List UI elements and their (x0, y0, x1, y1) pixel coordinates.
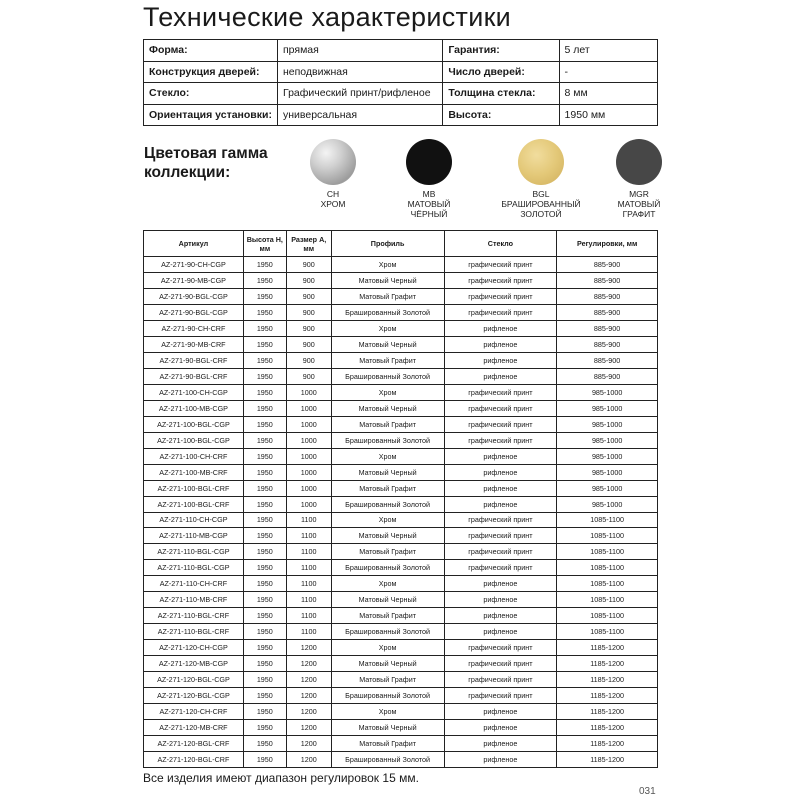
table-cell: 1950 (243, 624, 286, 640)
table-cell: 1950 (243, 512, 286, 528)
table-cell: AZ-271-110-BGL-CGP (144, 544, 244, 560)
table-cell: Матовый Графит (331, 352, 444, 368)
table-row (144, 736, 658, 752)
table-row (144, 336, 658, 352)
table-cell: графический принт (444, 544, 557, 560)
spec-value: - (559, 61, 657, 83)
table-row (144, 640, 658, 656)
articles-header-row (144, 231, 658, 257)
table-cell: 1200 (286, 688, 331, 704)
spec-label: Высота: (443, 104, 559, 126)
table-cell: 1950 (243, 384, 286, 400)
table-cell: 1085-1100 (557, 592, 658, 608)
swatch-name: МАТОВЫЙ (617, 199, 661, 209)
spec-value: 5 лет (559, 40, 657, 62)
table-cell: AZ-271-110-MB-CRF (144, 592, 244, 608)
table-row (144, 448, 658, 464)
table-cell: 1185-1200 (557, 704, 658, 720)
table-cell: 885-900 (557, 272, 658, 288)
table-row (144, 704, 658, 720)
table-cell: графический принт (444, 272, 557, 288)
table-row (144, 352, 658, 368)
table-cell: 1185-1200 (557, 752, 658, 768)
table-cell: 1085-1100 (557, 528, 658, 544)
column-header: Высота H, мм (243, 231, 286, 257)
table-cell: 1185-1200 (557, 672, 658, 688)
table-row (144, 432, 658, 448)
table-cell: 1000 (286, 432, 331, 448)
table-cell: AZ-271-100-MB-CGP (144, 400, 244, 416)
table-cell: 1100 (286, 624, 331, 640)
table-cell: 885-900 (557, 336, 658, 352)
table-cell: 1200 (286, 672, 331, 688)
table-cell: графический принт (444, 656, 557, 672)
column-header: Стекло (444, 231, 557, 257)
table-cell: рифленое (444, 608, 557, 624)
swatch-code: MB (422, 189, 436, 199)
table-cell: 1085-1100 (557, 512, 658, 528)
column-header: Артикул (144, 231, 244, 257)
swatch-name: ХРОМ (320, 199, 346, 209)
table-cell: графический принт (444, 640, 557, 656)
table-cell: 1085-1100 (557, 624, 658, 640)
table-cell: 1950 (243, 544, 286, 560)
spec-table (143, 39, 658, 126)
table-cell: 1000 (286, 448, 331, 464)
table-cell: Матовый Черный (331, 592, 444, 608)
table-row (144, 608, 658, 624)
table-cell: рифленое (444, 624, 557, 640)
swatch-name: МАТОВЫЙ (407, 199, 451, 209)
table-row (144, 257, 658, 273)
table-cell: 985-1000 (557, 464, 658, 480)
table-cell: 985-1000 (557, 480, 658, 496)
table-cell: графический принт (444, 672, 557, 688)
table-cell: 900 (286, 288, 331, 304)
table-cell: Матовый Черный (331, 528, 444, 544)
table-row (144, 752, 658, 768)
spec-label: Число дверей: (443, 61, 559, 83)
table-cell: рифленое (444, 592, 557, 608)
table-cell: 1950 (243, 304, 286, 320)
table-cell: AZ-271-110-BGL-CGP (144, 560, 244, 576)
table-cell: 1100 (286, 512, 331, 528)
table-cell: Брашированный Золотой (331, 688, 444, 704)
table-cell: графический принт (444, 560, 557, 576)
table-row (144, 288, 658, 304)
table-cell: AZ-271-90-BGL-CGP (144, 304, 244, 320)
spec-row (144, 40, 658, 62)
table-cell: 1950 (243, 336, 286, 352)
table-cell: 1185-1200 (557, 720, 658, 736)
table-cell: 1950 (243, 672, 286, 688)
table-cell: рифленое (444, 704, 557, 720)
table-cell: Матовый Графит (331, 288, 444, 304)
table-row (144, 400, 658, 416)
table-cell: 1185-1200 (557, 656, 658, 672)
table-cell: 1950 (243, 752, 286, 768)
table-cell: Хром (331, 320, 444, 336)
spec-label: Толщина стекла: (443, 83, 559, 105)
table-cell: 1000 (286, 496, 331, 512)
swatch-name: ЧЁРНЫЙ (410, 209, 448, 219)
table-cell: Матовый Черный (331, 272, 444, 288)
color-swatch-mgr (584, 139, 694, 219)
table-cell: AZ-271-120-CH-CGP (144, 640, 244, 656)
table-cell: AZ-271-100-BGL-CGP (144, 416, 244, 432)
table-cell: 985-1000 (557, 416, 658, 432)
footnote: Все изделия имеют диапазон регулировок 15 мм. (143, 771, 419, 785)
table-cell: рифленое (444, 480, 557, 496)
table-cell: 1950 (243, 432, 286, 448)
table-cell: 1000 (286, 464, 331, 480)
table-cell: 985-1000 (557, 496, 658, 512)
column-header: Регулировки, мм (557, 231, 658, 257)
table-cell: 1200 (286, 704, 331, 720)
spec-row (144, 61, 658, 83)
table-cell: 1950 (243, 368, 286, 384)
table-cell: Хром (331, 257, 444, 273)
table-cell: графический принт (444, 528, 557, 544)
swatch-name: БРАШИРОВАННЫЙ (501, 199, 581, 209)
table-cell: AZ-271-100-MB-CRF (144, 464, 244, 480)
table-cell: рифленое (444, 320, 557, 336)
table-cell: 985-1000 (557, 432, 658, 448)
table-cell: Хром (331, 640, 444, 656)
table-cell: 1950 (243, 400, 286, 416)
table-cell: 900 (286, 320, 331, 336)
swatch-circle (518, 139, 564, 185)
table-cell: 885-900 (557, 352, 658, 368)
table-cell: 1200 (286, 736, 331, 752)
table-row (144, 560, 658, 576)
table-row (144, 592, 658, 608)
page-number: 031 (639, 786, 656, 797)
table-cell: 1000 (286, 400, 331, 416)
table-cell: Матовый Графит (331, 480, 444, 496)
table-cell: графический принт (444, 416, 557, 432)
table-cell: рифленое (444, 752, 557, 768)
spec-label: Форма: (144, 40, 278, 62)
table-row (144, 496, 658, 512)
table-cell: 1100 (286, 576, 331, 592)
swatch-name: ГРАФИТ (622, 209, 656, 219)
table-cell: 1950 (243, 720, 286, 736)
table-cell: 1085-1100 (557, 576, 658, 592)
table-cell: AZ-271-90-MB-CGP (144, 272, 244, 288)
swatch-circle (616, 139, 662, 185)
table-cell: Матовый Графит (331, 544, 444, 560)
swatch-circle (310, 139, 356, 185)
table-cell: 1100 (286, 592, 331, 608)
table-cell: 885-900 (557, 288, 658, 304)
table-cell: AZ-271-90-MB-CRF (144, 336, 244, 352)
table-cell: 1950 (243, 448, 286, 464)
table-cell: рифленое (444, 576, 557, 592)
table-cell: 1950 (243, 704, 286, 720)
table-row (144, 656, 658, 672)
swatch-code: MGR (629, 189, 649, 199)
table-cell: AZ-271-90-BGL-CRF (144, 352, 244, 368)
table-row (144, 464, 658, 480)
swatch-code: CH (326, 189, 340, 199)
table-cell: AZ-271-120-BGL-CRF (144, 736, 244, 752)
table-cell: 900 (286, 257, 331, 273)
table-cell: 1950 (243, 272, 286, 288)
table-cell: 1950 (243, 640, 286, 656)
spec-label: Гарантия: (443, 40, 559, 62)
table-cell: 900 (286, 368, 331, 384)
table-cell: Матовый Черный (331, 336, 444, 352)
table-cell: AZ-271-110-BGL-CRF (144, 624, 244, 640)
table-cell: 1950 (243, 416, 286, 432)
column-header: Профиль (331, 231, 444, 257)
table-cell: 1185-1200 (557, 736, 658, 752)
table-cell: 1950 (243, 352, 286, 368)
table-cell: AZ-271-100-BGL-CRF (144, 496, 244, 512)
table-cell: 1950 (243, 320, 286, 336)
table-cell: Хром (331, 704, 444, 720)
table-cell: рифленое (444, 496, 557, 512)
colors-heading-line2: коллекции: (144, 164, 231, 181)
table-cell: AZ-271-90-BGL-CRF (144, 368, 244, 384)
table-cell: Брашированный Золотой (331, 752, 444, 768)
table-cell: Брашированный Золотой (331, 560, 444, 576)
table-cell: графический принт (444, 432, 557, 448)
table-cell: AZ-271-120-MB-CGP (144, 656, 244, 672)
table-row (144, 576, 658, 592)
table-cell: 1200 (286, 752, 331, 768)
table-cell: 1950 (243, 480, 286, 496)
spec-value: универсальная (277, 104, 442, 126)
table-cell: 1950 (243, 576, 286, 592)
table-cell: графический принт (444, 384, 557, 400)
table-cell: Матовый Графит (331, 608, 444, 624)
table-cell: AZ-271-110-CH-CGP (144, 512, 244, 528)
table-cell: 1200 (286, 640, 331, 656)
table-cell: рифленое (444, 336, 557, 352)
table-cell: 1950 (243, 688, 286, 704)
table-cell: 1950 (243, 288, 286, 304)
colors-heading (144, 144, 274, 182)
table-cell: рифленое (444, 736, 557, 752)
column-header: Размер A, мм (286, 231, 331, 257)
table-cell: 1100 (286, 544, 331, 560)
table-cell: AZ-271-120-BGL-CGP (144, 672, 244, 688)
table-cell: Матовый Графит (331, 416, 444, 432)
table-row (144, 512, 658, 528)
page-title: Технические характеристики (143, 2, 512, 32)
swatch-name: ЗОЛОТОЙ (520, 209, 562, 219)
table-cell: 1100 (286, 528, 331, 544)
table-cell: 1950 (243, 496, 286, 512)
table-cell: Матовый Черный (331, 720, 444, 736)
table-cell: AZ-271-90-BGL-CGP (144, 288, 244, 304)
table-cell: 1100 (286, 560, 331, 576)
table-cell: 1000 (286, 384, 331, 400)
spec-label: Стекло: (144, 83, 278, 105)
table-cell: 1185-1200 (557, 688, 658, 704)
table-cell: Хром (331, 448, 444, 464)
table-cell: 1950 (243, 608, 286, 624)
table-row (144, 304, 658, 320)
table-cell: 900 (286, 272, 331, 288)
table-cell: 1185-1200 (557, 640, 658, 656)
table-cell: рифленое (444, 352, 557, 368)
table-cell: Брашированный Золотой (331, 496, 444, 512)
table-cell: рифленое (444, 720, 557, 736)
table-cell: AZ-271-120-BGL-CGP (144, 688, 244, 704)
table-cell: Матовый Черный (331, 400, 444, 416)
table-cell: Хром (331, 576, 444, 592)
table-cell: AZ-271-110-CH-CRF (144, 576, 244, 592)
table-cell: 1085-1100 (557, 560, 658, 576)
table-cell: 985-1000 (557, 384, 658, 400)
table-row (144, 672, 658, 688)
table-cell: AZ-271-110-BGL-CRF (144, 608, 244, 624)
table-cell: графический принт (444, 512, 557, 528)
spec-row (144, 104, 658, 126)
table-cell: 1000 (286, 480, 331, 496)
swatch-code: BGL (532, 189, 550, 199)
table-cell: 1950 (243, 528, 286, 544)
color-swatch-ch (278, 139, 388, 209)
table-cell: 1950 (243, 656, 286, 672)
table-cell: AZ-271-90-CH-CRF (144, 320, 244, 336)
table-row (144, 272, 658, 288)
table-cell: AZ-271-120-CH-CRF (144, 704, 244, 720)
table-cell: 885-900 (557, 257, 658, 273)
table-cell: 1200 (286, 656, 331, 672)
spec-value: Графический принт/рифленое (277, 83, 442, 105)
table-cell: Брашированный Золотой (331, 432, 444, 448)
table-cell: AZ-271-100-CH-CRF (144, 448, 244, 464)
table-row (144, 544, 658, 560)
table-cell: 1950 (243, 736, 286, 752)
table-row (144, 480, 658, 496)
table-cell: 900 (286, 304, 331, 320)
spec-label: Конструкция дверей: (144, 61, 278, 83)
colors-heading-line1: Цветовая гамма (144, 145, 268, 162)
table-cell: Брашированный Золотой (331, 368, 444, 384)
swatch-circle (406, 139, 452, 185)
table-cell: 1085-1100 (557, 608, 658, 624)
table-cell: 885-900 (557, 304, 658, 320)
table-cell: 1000 (286, 416, 331, 432)
table-row (144, 416, 658, 432)
table-row (144, 528, 658, 544)
table-cell: 1100 (286, 608, 331, 624)
table-cell: 885-900 (557, 320, 658, 336)
table-cell: графический принт (444, 688, 557, 704)
table-cell: графический принт (444, 257, 557, 273)
table-cell: Брашированный Золотой (331, 624, 444, 640)
table-cell: AZ-271-100-BGL-CRF (144, 480, 244, 496)
table-cell: рифленое (444, 368, 557, 384)
table-cell: AZ-271-100-CH-CGP (144, 384, 244, 400)
table-cell: 900 (286, 352, 331, 368)
table-cell: 985-1000 (557, 400, 658, 416)
table-cell: Брашированный Золотой (331, 304, 444, 320)
table-cell: 1950 (243, 257, 286, 273)
table-cell: рифленое (444, 448, 557, 464)
table-cell: AZ-271-90-CH-CGP (144, 257, 244, 273)
color-swatch-bgl (486, 139, 596, 219)
table-cell: Матовый Графит (331, 672, 444, 688)
table-row (144, 720, 658, 736)
table-cell: AZ-271-100-BGL-CGP (144, 432, 244, 448)
table-cell: AZ-271-120-MB-CRF (144, 720, 244, 736)
spec-label: Ориентация установки: (144, 104, 278, 126)
table-cell: Матовый Черный (331, 464, 444, 480)
table-cell: графический принт (444, 304, 557, 320)
table-cell: AZ-271-110-MB-CGP (144, 528, 244, 544)
spec-value: неподвижная (277, 61, 442, 83)
table-cell: Хром (331, 384, 444, 400)
table-cell: 900 (286, 336, 331, 352)
table-cell: 885-900 (557, 368, 658, 384)
table-cell: 985-1000 (557, 448, 658, 464)
table-cell: 1085-1100 (557, 544, 658, 560)
table-row (144, 320, 658, 336)
table-cell: Хром (331, 512, 444, 528)
articles-table (143, 230, 658, 768)
spec-value: 8 мм (559, 83, 657, 105)
table-cell: рифленое (444, 464, 557, 480)
table-cell: AZ-271-120-BGL-CRF (144, 752, 244, 768)
spec-value: 1950 мм (559, 104, 657, 126)
table-cell: 1200 (286, 720, 331, 736)
table-cell: 1950 (243, 560, 286, 576)
color-swatch-mb (374, 139, 484, 219)
table-cell: Матовый Черный (331, 656, 444, 672)
table-row (144, 688, 658, 704)
table-row (144, 384, 658, 400)
table-cell: 1950 (243, 464, 286, 480)
spec-value: прямая (277, 40, 442, 62)
table-cell: Матовый Графит (331, 736, 444, 752)
table-cell: графический принт (444, 400, 557, 416)
spec-row (144, 83, 658, 105)
table-row (144, 624, 658, 640)
table-cell: графический принт (444, 288, 557, 304)
table-cell: 1950 (243, 592, 286, 608)
table-row (144, 368, 658, 384)
